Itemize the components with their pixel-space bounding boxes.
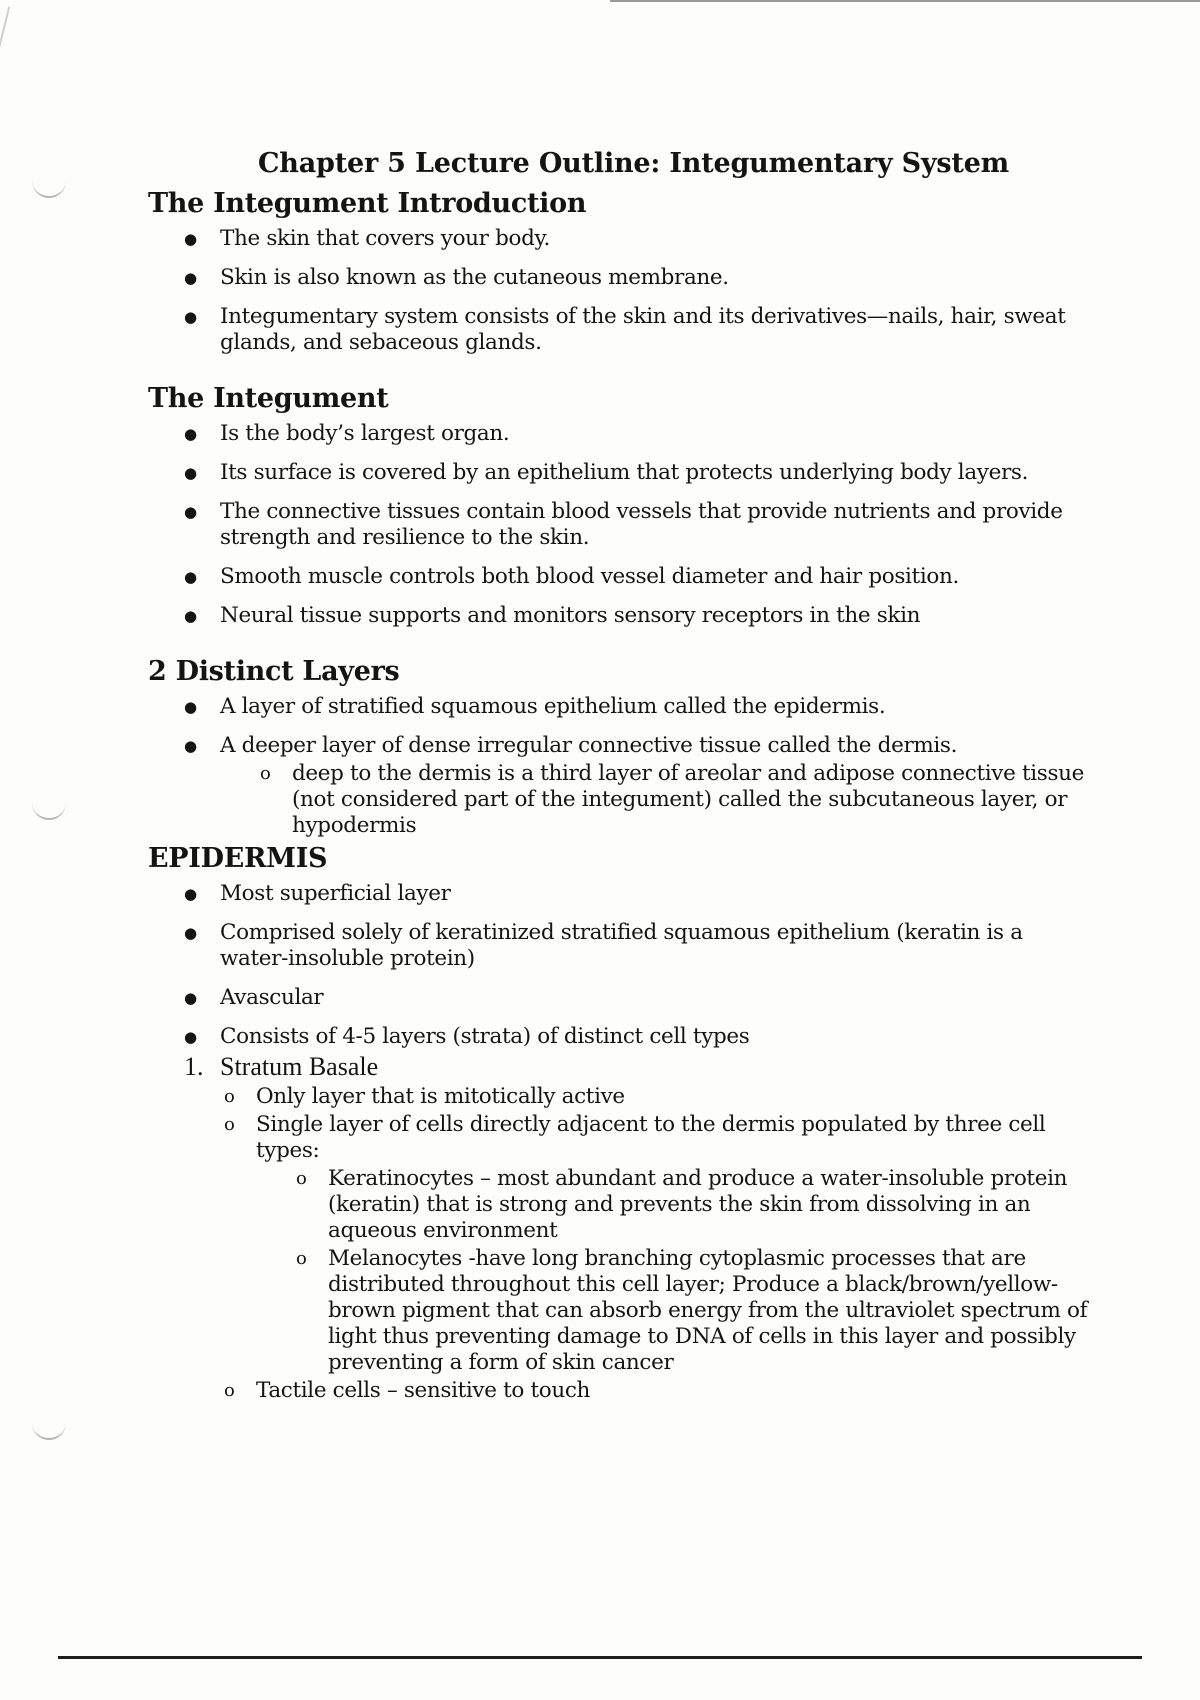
layers-sub-list	[148, 761, 1088, 839]
cell-types-list	[148, 1166, 1088, 1376]
list-item: ● A layer of stratified squamous epithelium called the epidermis.	[220, 694, 1088, 720]
section-heading-integument: The Integument	[148, 383, 389, 414]
binder-hole-mark	[32, 800, 66, 820]
list-item: ● Comprised solely of keratinized stratified squamous epithelium (keratin is a water-insoluble protein)	[220, 920, 1088, 972]
stratum-sub-list-end	[148, 1378, 1088, 1404]
section-heading-epidermis: EPIDERMIS	[148, 843, 328, 874]
section-heading-intro: The Integument Introduction	[148, 188, 587, 219]
document-body	[148, 146, 1088, 1406]
list-item: ● A deeper layer of dense irregular connective tissue called the dermis.	[220, 733, 1088, 759]
list-item: o Tactile cells – sensitive to touch	[256, 1378, 1088, 1404]
scan-corner-mark	[0, 7, 10, 58]
stratum-heading	[184, 1052, 1088, 1082]
list-item: ● The connective tissues contain blood vessels that provide nutrients and provide strength and resilience to the skin.	[220, 499, 1088, 551]
stratum-sub-list	[148, 1084, 1088, 1164]
list-item: ● Skin is also known as the cutaneous membrane.	[220, 265, 1088, 291]
section-heading-layers: 2 Distinct Layers	[148, 656, 400, 687]
list-item: ● Consists of 4-5 layers (strata) of distinct cell types	[220, 1024, 1088, 1050]
intro-bullet-list	[148, 226, 1088, 356]
list-item: ● Neural tissue supports and monitors sensory receptors in the skin	[220, 603, 1088, 629]
list-item: ● Avascular	[220, 985, 1088, 1011]
list-item: o Only layer that is mitotically active	[256, 1084, 1088, 1110]
binder-hole-mark	[32, 1420, 66, 1440]
layers-bullet-list	[148, 694, 1088, 759]
scan-edge-bottom	[58, 1656, 1142, 1659]
list-item: o deep to the dermis is a third layer of areolar and adipose connective tissue (not considered part of the integument) called the subcutaneous layer, or hypodermis	[292, 761, 1088, 839]
page-title: Chapter 5 Lecture Outline: Integumentary System	[258, 148, 1010, 179]
epidermis-bullet-list	[148, 881, 1088, 1050]
integument-bullet-list	[148, 421, 1088, 629]
list-item: ● Is the body’s largest organ.	[220, 421, 1088, 447]
binder-hole-mark	[32, 178, 66, 198]
stratum-number: 1.	[184, 1052, 204, 1081]
list-item: ● Most superficial layer	[220, 881, 1088, 907]
list-item: ● The skin that covers your body.	[220, 226, 1088, 252]
stratum-name: Stratum Basale	[220, 1052, 379, 1081]
scan-edge-top	[610, 0, 1200, 2]
list-item: o Melanocytes -have long branching cytoplasmic processes that are distributed throughout this cell layer; Produce a black/brown/yellow-brown pigment that can absorb energy from the ultraviolet spectrum of light thus preventing damage to DNA of cells in this layer and possibly preventing a form of skin cancer	[328, 1246, 1088, 1376]
list-item: ● Integumentary system consists of the skin and its derivatives—nails, hair, sweat glands, and sebaceous glands.	[220, 304, 1088, 356]
list-item: o Single layer of cells directly adjacent to the dermis populated by three cell types:	[256, 1112, 1088, 1164]
list-item: ● Its surface is covered by an epithelium that protects underlying body layers.	[220, 460, 1088, 486]
list-item: ● Smooth muscle controls both blood vessel diameter and hair position.	[220, 564, 1088, 590]
list-item: o Keratinocytes – most abundant and produce a water-insoluble protein (keratin) that is strong and prevents the skin from dissolving in an aqueous environment	[328, 1166, 1088, 1244]
